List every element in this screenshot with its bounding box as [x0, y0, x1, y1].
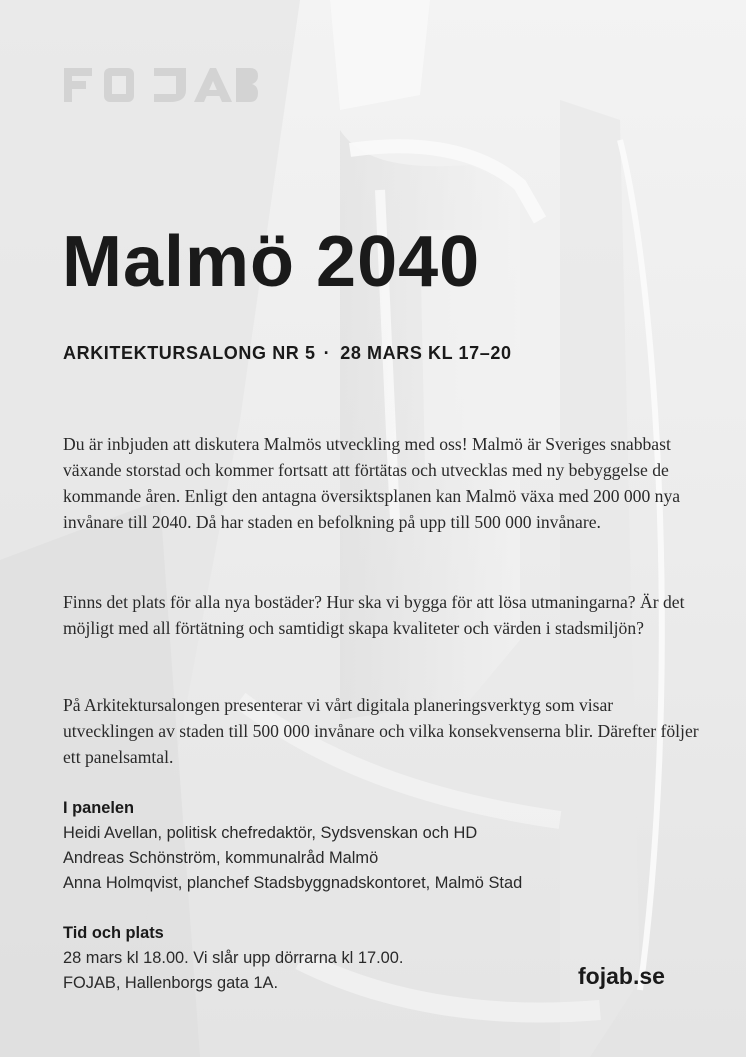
- panel-member: Andreas Schönström, kommunalråd Malmö: [63, 849, 379, 867]
- place-line: FOJAB, Hallenborgs gata 1A.: [63, 974, 279, 992]
- panel-section: [63, 796, 522, 896]
- panel-member: Heidi Avellan, politisk chefredaktör, Sydsvenskan och HD: [63, 824, 478, 842]
- page-title: Malmö 2040: [62, 222, 481, 302]
- time-place-section: [63, 921, 403, 996]
- event-subtitle: [63, 343, 512, 364]
- event-series: ARKITEKTURSALONG NR 5: [63, 343, 316, 363]
- questions-paragraph: Finns det plats för alla nya bostäder? Hur ska vi bygga för att lösa utmaningarna? Är det möjligt med all förtätning och samtidigt skapa kvaliteter och värden i stadsmiljön?: [63, 592, 685, 638]
- intro-paragraph: Du är inbjuden att diskutera Malmös utveckling med oss! Malmö är Sveriges snabbast växande storstad och kommer fortsatt att förtätas och utvecklas med ny bebyggelse de kommande åren. Enligt den antagna översiktsplanen kan Malmö växa med 200 000 nya invånare till 2040. Då har staden en befolkning på upp till 500 000 invånare.: [63, 434, 681, 532]
- fojab-logo: [64, 68, 258, 102]
- panel-heading: I panelen: [63, 799, 135, 817]
- event-date-time: 28 MARS KL 17–20: [340, 343, 512, 363]
- presentation-paragraph: På Arkitektursalongen presenterar vi vårt digitala planeringsverktyg som visar utvecklingen av staden till 500 000 invånare och vilka konsekvenserna blir. Därefter följer ett panelsamtal.: [63, 695, 699, 767]
- website-link[interactable]: fojab.se: [578, 963, 665, 989]
- panel-member: Anna Holmqvist, planchef Stadsbyggnadskontoret, Malmö Stad: [63, 874, 523, 892]
- time-place-heading: Tid och plats: [63, 924, 164, 942]
- subtitle-separator: ·: [323, 343, 331, 363]
- time-line: 28 mars kl 18.00. Vi slår upp dörrarna kl 17.00.: [63, 949, 404, 967]
